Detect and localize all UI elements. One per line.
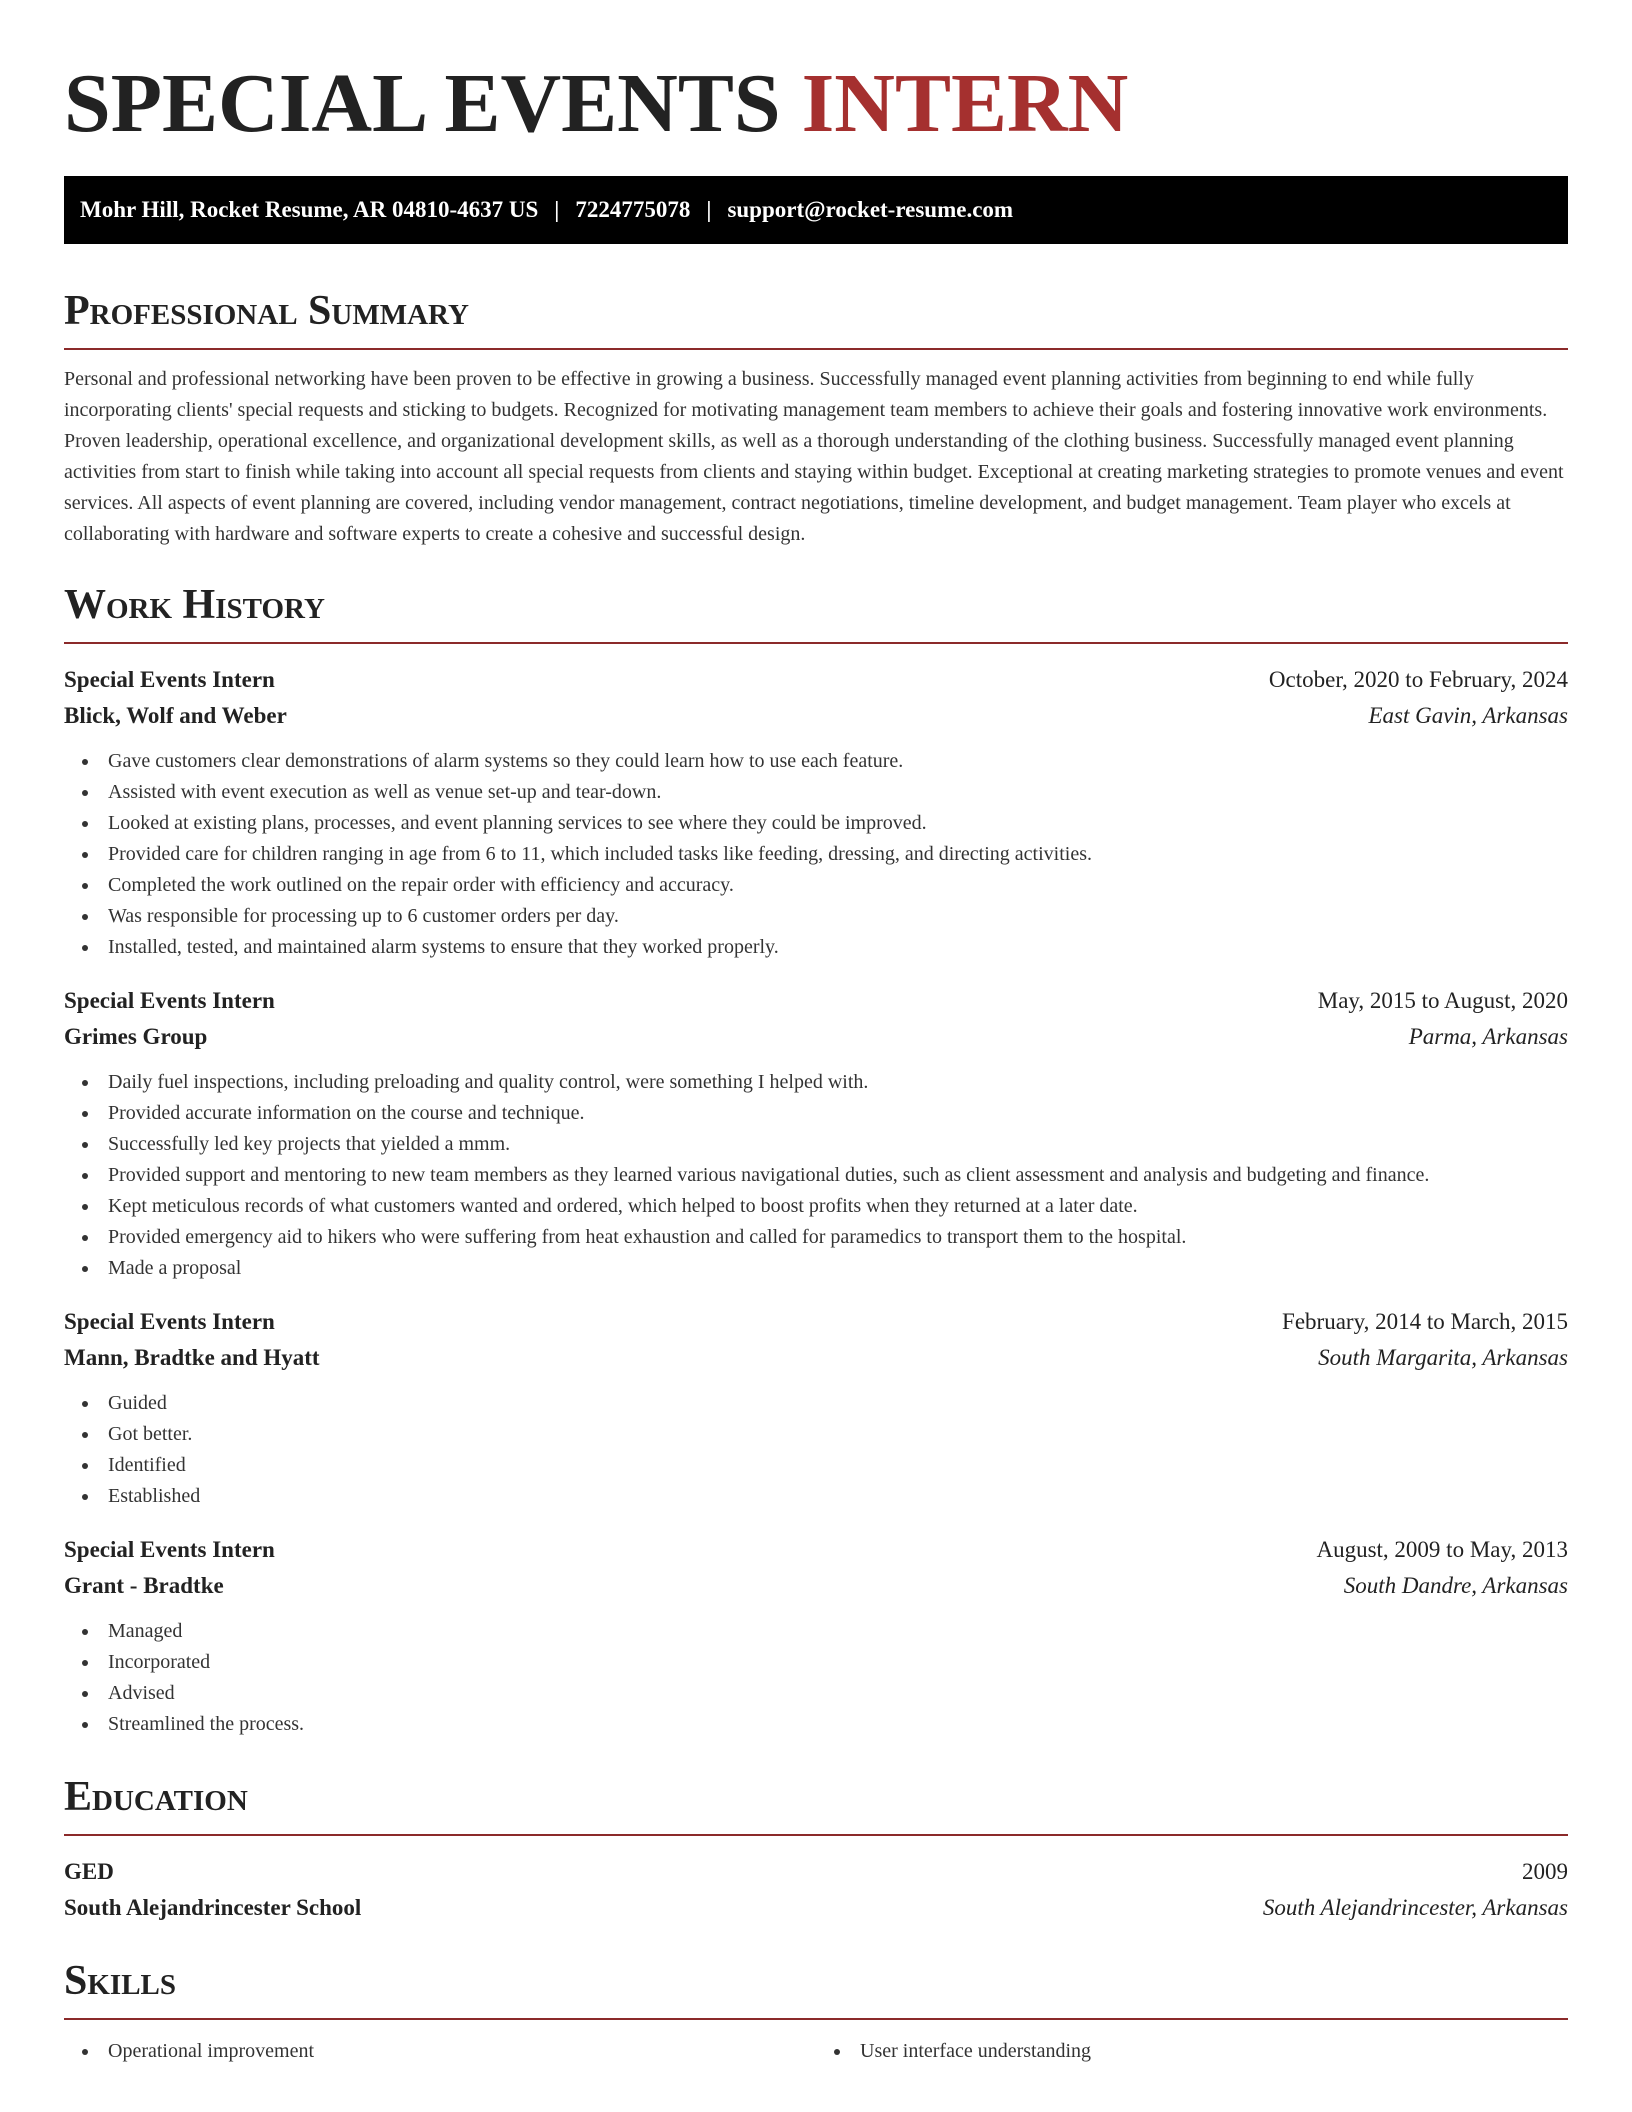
contact-address: Mohr Hill, Rocket Resume, AR 04810-4637 US	[80, 197, 539, 222]
job-bullet: Provided care for children ranging in age from 6 to 11, which included tasks like feeding, dressing, and directing activities.	[64, 839, 1568, 870]
job-dates: February, 2014 to March, 2015	[1282, 1309, 1568, 1334]
job-location: South Margarita, Arkansas	[1318, 1345, 1568, 1370]
education-degree-row	[64, 1854, 1568, 1890]
skill-item: Operational improvement	[64, 2036, 816, 2067]
contact-phone: 7224775078	[575, 197, 691, 222]
job-bullet: Assisted with event execution as well as venue set-up and tear-down.	[64, 777, 1568, 808]
job-entry	[64, 662, 1568, 963]
education-year: 2009	[1522, 1859, 1568, 1884]
contact-bar	[64, 176, 1568, 244]
contact-separator: |	[706, 197, 712, 222]
job-bullet: Successfully led key projects that yielded a mmm.	[64, 1129, 1568, 1160]
job-bullet: Installed, tested, and maintained alarm systems to ensure that they worked properly.	[64, 932, 1568, 963]
title-main: SPECIAL EVENTS	[64, 57, 781, 150]
job-title: Special Events Intern	[64, 1309, 275, 1334]
job-bullet: Advised	[64, 1678, 1568, 1709]
job-entry	[64, 1304, 1568, 1512]
job-bullet: Incorporated	[64, 1647, 1568, 1678]
job-company-row	[64, 1568, 1568, 1604]
title-accent: INTERN	[801, 57, 1129, 150]
resume-title	[64, 56, 1568, 152]
job-bullets	[64, 1616, 1568, 1740]
education-heading: Education	[64, 1772, 1568, 1836]
job-bullet: Guided	[64, 1388, 1568, 1419]
job-company-row	[64, 698, 1568, 734]
education-entry	[64, 1854, 1568, 1926]
job-dates: August, 2009 to May, 2013	[1316, 1537, 1568, 1562]
job-bullet: Identified	[64, 1450, 1568, 1481]
skills-grid	[64, 2036, 1568, 2067]
job-company-row	[64, 1019, 1568, 1055]
job-company: Mann, Bradtke and Hyatt	[64, 1345, 320, 1370]
job-company: Grimes Group	[64, 1024, 208, 1049]
job-location: South Dandre, Arkansas	[1343, 1573, 1568, 1598]
job-title-row	[64, 1304, 1568, 1340]
work-history-heading: Work History	[64, 580, 1568, 644]
job-bullet: Streamlined the process.	[64, 1709, 1568, 1740]
job-dates: October, 2020 to February, 2024	[1268, 667, 1568, 692]
job-bullet: Kept meticulous records of what customers wanted and ordered, which helped to boost profits when they returned at a later date.	[64, 1191, 1568, 1222]
job-title: Special Events Intern	[64, 667, 275, 692]
job-bullets	[64, 1067, 1568, 1284]
job-bullet: Looked at existing plans, processes, and event planning services to see where they could be improved.	[64, 808, 1568, 839]
skill-item: User interface understanding	[816, 2036, 1568, 2067]
job-bullet: Was responsible for processing up to 6 customer orders per day.	[64, 901, 1568, 932]
job-bullets	[64, 1388, 1568, 1512]
job-bullets	[64, 746, 1568, 963]
skills-column-left	[64, 2036, 816, 2067]
job-title-row	[64, 983, 1568, 1019]
job-company: Grant - Bradtke	[64, 1573, 224, 1598]
job-title: Special Events Intern	[64, 988, 275, 1013]
job-title: Special Events Intern	[64, 1537, 275, 1562]
job-company: Blick, Wolf and Weber	[64, 703, 287, 728]
job-bullet: Provided emergency aid to hikers who were suffering from heat exhaustion and called for paramedics to transport them to the hospital.	[64, 1222, 1568, 1253]
job-bullet: Established	[64, 1481, 1568, 1512]
job-title-row	[64, 662, 1568, 698]
job-bullet: Got better.	[64, 1419, 1568, 1450]
job-company-row	[64, 1340, 1568, 1376]
contact-separator: |	[554, 197, 560, 222]
education-degree: GED	[64, 1859, 114, 1884]
job-bullet: Provided accurate information on the course and technique.	[64, 1098, 1568, 1129]
job-title-row	[64, 1532, 1568, 1568]
skills-column-right	[816, 2036, 1568, 2067]
education-school-row	[64, 1890, 1568, 1926]
job-location: Parma, Arkansas	[1408, 1024, 1568, 1049]
job-location: East Gavin, Arkansas	[1368, 703, 1568, 728]
education-school: South Alejandrincester School	[64, 1895, 362, 1920]
job-bullet: Made a proposal	[64, 1253, 1568, 1284]
summary-heading: Professional Summary	[64, 286, 1568, 350]
education-location: South Alejandrincester, Arkansas	[1262, 1895, 1568, 1920]
contact-email: support@rocket-resume.com	[727, 197, 1014, 222]
job-bullet: Managed	[64, 1616, 1568, 1647]
skills-heading: Skills	[64, 1956, 1568, 2020]
job-dates: May, 2015 to August, 2020	[1317, 988, 1568, 1013]
job-bullet: Completed the work outlined on the repair order with efficiency and accuracy.	[64, 870, 1568, 901]
job-bullet: Daily fuel inspections, including preloading and quality control, were something I helped with.	[64, 1067, 1568, 1098]
job-bullet: Provided support and mentoring to new team members as they learned various navigational duties, such as client assessment and analysis and budgeting and finance.	[64, 1160, 1568, 1191]
job-bullet: Gave customers clear demonstrations of alarm systems so they could learn how to use each feature.	[64, 746, 1568, 777]
summary-text: Personal and professional networking have been proven to be effective in growing a business. Successfully managed event planning activities from beginning to end while fully incorporating clients' special requests and sticking to budgets. Recognized for motivating management team members to achieve their goals and fostering innovative work environments. Proven leadership, operational excellence, and organizational development skills, as well as a thorough understanding of the clothing business. Successfully managed event planning activities from start to finish while taking into account all special requests from clients and staying within budget. Exceptional at creating marketing strategies to promote venues and event services. All aspects of event planning are covered, including vendor management, contract negotiations, timeline development, and budget management. Team player who excels at collaborating with hardware and software experts to create a cohesive and successful design.	[64, 368, 1564, 545]
job-entry	[64, 983, 1568, 1284]
job-entry	[64, 1532, 1568, 1740]
